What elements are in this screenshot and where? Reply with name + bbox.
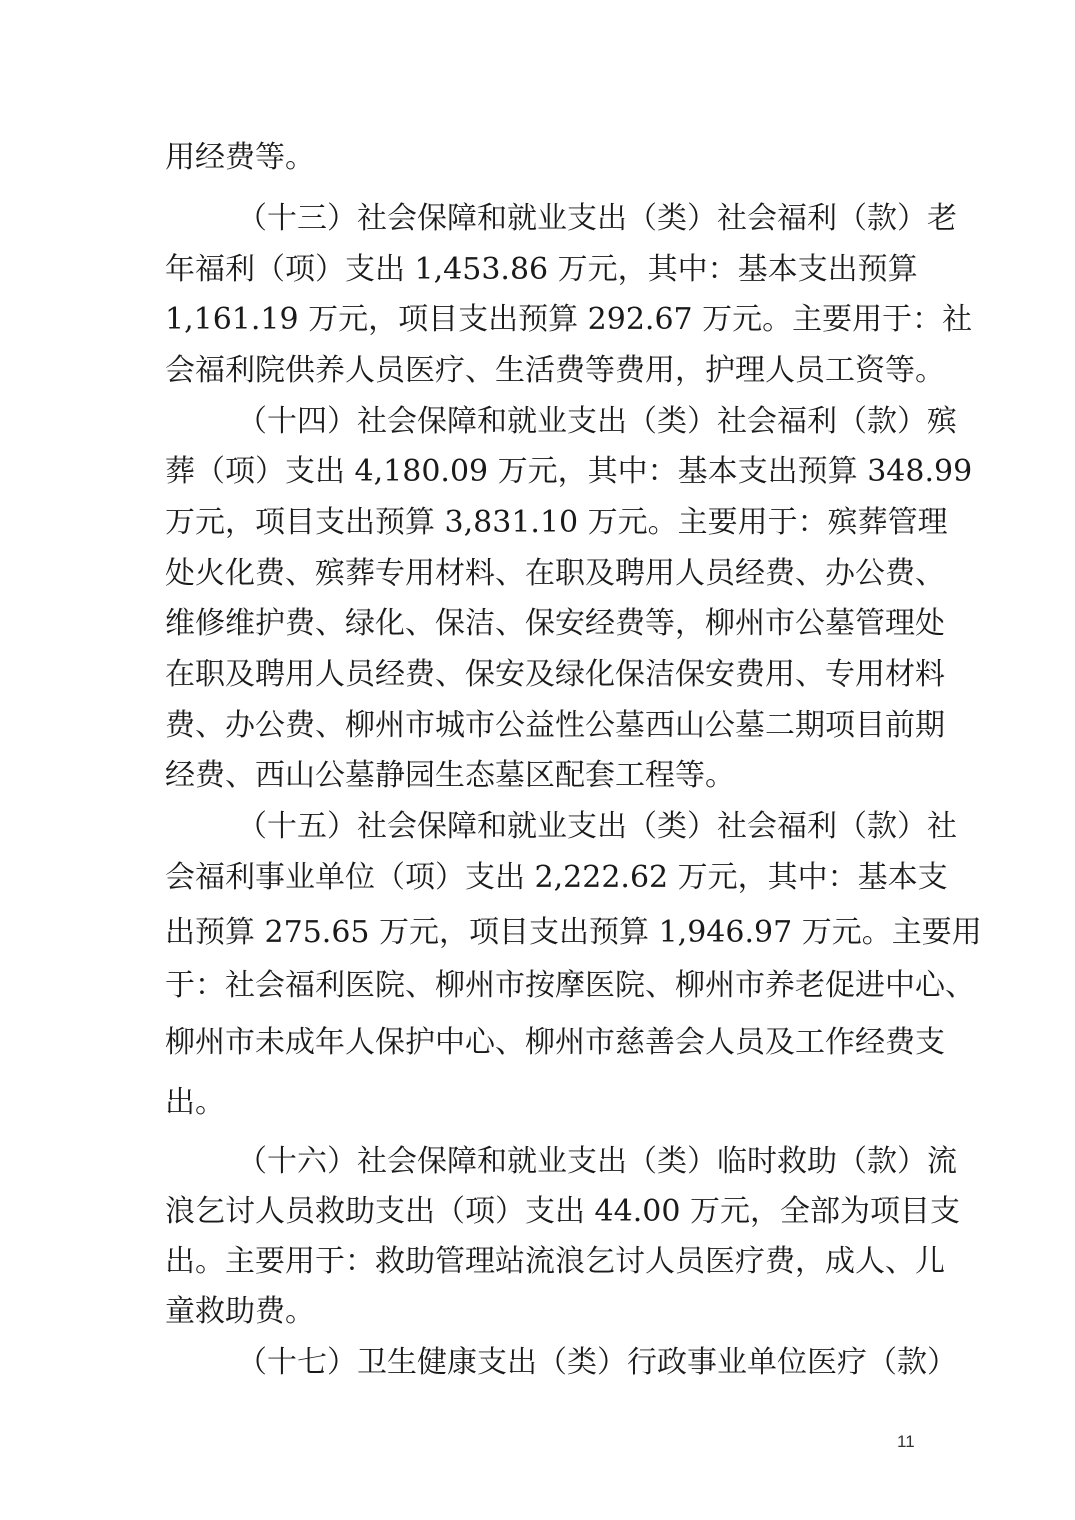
paragraph-line: 柳州市未成年人保护中心、柳州市慈善会人员及工作经费支 <box>165 1025 945 1060</box>
paragraph-line: 于：社会福利医院、柳州市按摩医院、柳州市养老促进中心、 <box>165 968 975 1003</box>
paragraph-line: 处火化费、殡葬专用材料、在职及聘用人员经费、办公费、 <box>165 556 945 591</box>
paragraph-line: 出预算 275.65 万元，项目支出预算 1,946.97 万元。主要用 <box>165 915 982 950</box>
paragraph-line: 在职及聘用人员经费、保安及绿化保洁保安费用、专用材料 <box>165 657 945 692</box>
paragraph-line: 童救助费。 <box>165 1294 315 1329</box>
paragraph-line: 费、办公费、柳州市城市公益性公墓西山公墓二期项目前期 <box>165 708 945 743</box>
paragraph-line: 会福利事业单位（项）支出 2,222.62 万元，其中：基本支 <box>165 860 948 895</box>
paragraph-line: 出。 <box>165 1085 225 1120</box>
page-number: 11 <box>897 1432 915 1451</box>
paragraph-line: 会福利院供养人员医疗、生活费等费用，护理人员工资等。 <box>165 353 945 388</box>
paragraph-line: 年福利（项）支出 1,453.86 万元，其中：基本支出预算 <box>165 252 918 287</box>
paragraph-line: （十七）卫生健康支出（类）行政事业单位医疗（款） <box>237 1345 957 1380</box>
paragraph-line: 用经费等。 <box>165 140 315 175</box>
paragraph-line: 经费、西山公墓静园生态墓区配套工程等。 <box>165 758 735 793</box>
paragraph-line: 出。主要用于：救助管理站流浪乞讨人员医疗费，成人、儿 <box>165 1244 945 1279</box>
paragraph-line: （十三）社会保障和就业支出（类）社会福利（款）老 <box>237 201 957 236</box>
paragraph-line: （十六）社会保障和就业支出（类）临时救助（款）流 <box>237 1144 957 1179</box>
paragraph-line: 万元，项目支出预算 3,831.10 万元。主要用于：殡葬管理 <box>165 505 948 540</box>
paragraph-line: 浪乞讨人员救助支出（项）支出 44.00 万元，全部为项目支 <box>165 1194 960 1229</box>
paragraph-line: 葬（项）支出 4,180.09 万元，其中：基本支出预算 348.99 <box>165 454 973 489</box>
paragraph-line: 1,161.19 万元，项目支出预算 292.67 万元。主要用于：社 <box>165 302 973 337</box>
paragraph-line: （十四）社会保障和就业支出（类）社会福利（款）殡 <box>237 404 957 439</box>
paragraph-line: 维修维护费、绿化、保洁、保安经费等，柳州市公墓管理处 <box>165 606 945 641</box>
paragraph-line: （十五）社会保障和就业支出（类）社会福利（款）社 <box>237 809 957 844</box>
